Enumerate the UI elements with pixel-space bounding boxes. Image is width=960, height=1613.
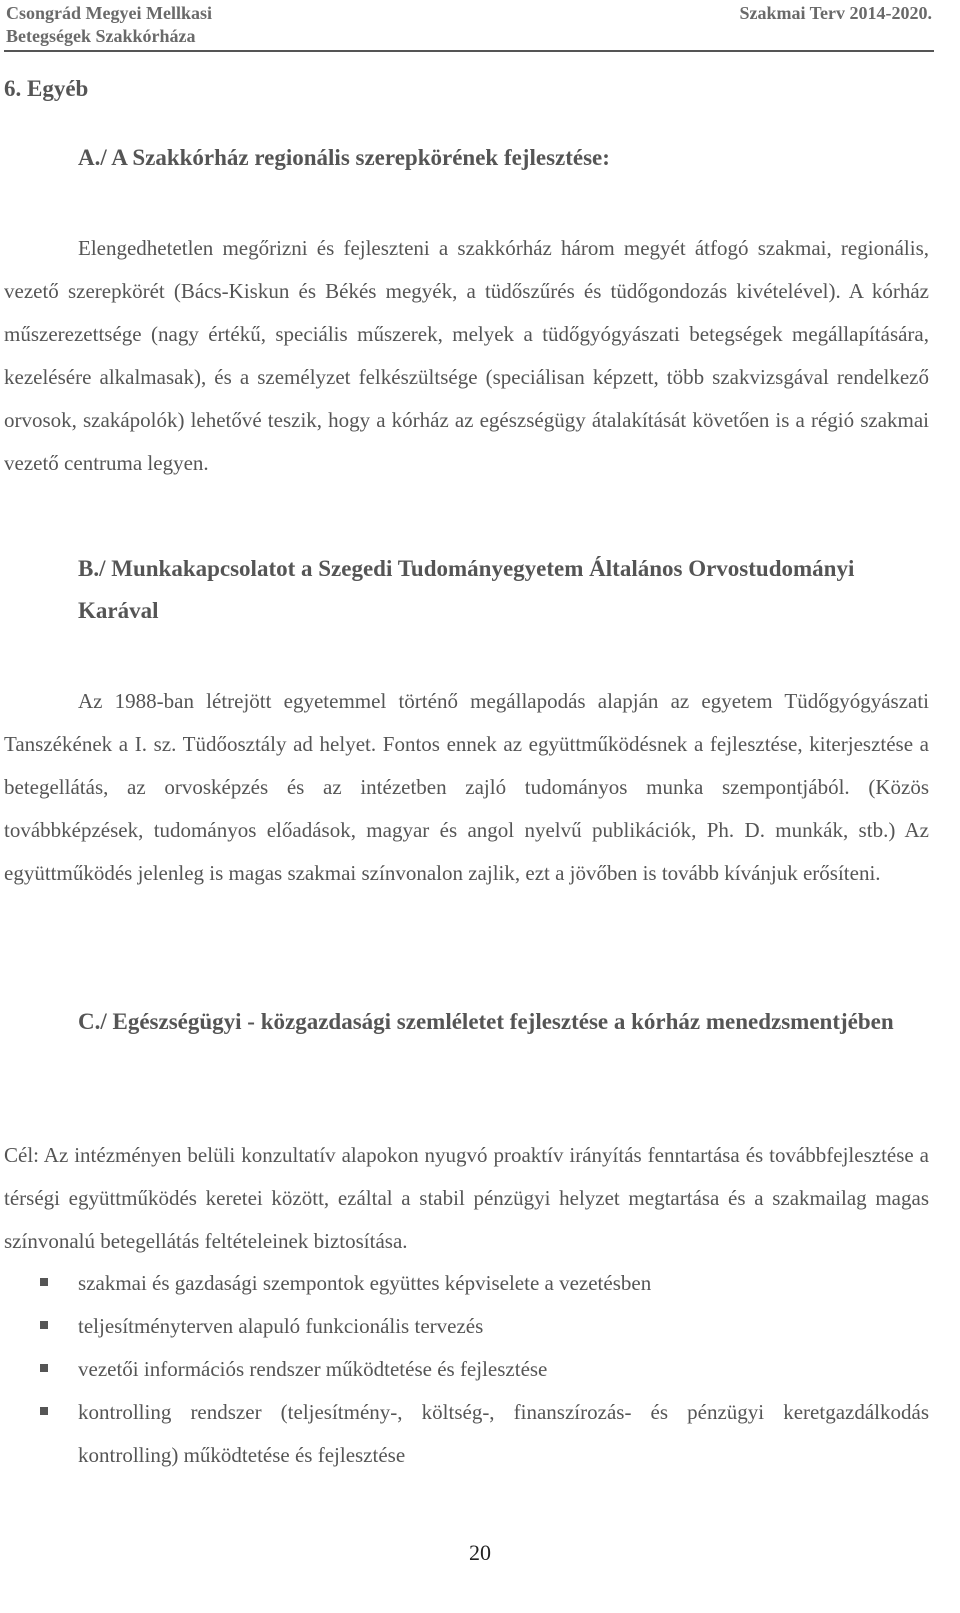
square-bullet-icon (40, 1321, 48, 1329)
list-item (4, 1348, 929, 1391)
section-title: 6. Egyéb (4, 76, 89, 101)
list-item (4, 1391, 929, 1477)
section-c-paragraph: Cél: Az intézményen belüli konzultatív alapokon nyugvó proaktív irányítás fenntartása és továbbfejlesztése a térségi együttműködés keretei között, ezáltal a stabil pénzügyi helyzet megtartása és a szakmailag magas színvonalú betegellátás feltételeinek biztosítása. (4, 1143, 929, 1253)
list-item-text: vezetői információs rendszer működtetése és fejlesztése (78, 1357, 548, 1381)
square-bullet-icon (40, 1407, 48, 1415)
header-institution (6, 2, 212, 48)
section-a-heading: A./ A Szakkórház regionális szerepkörének fejlesztése: (78, 145, 610, 170)
page-header (4, 0, 934, 52)
section-b-paragraph: Az 1988-ban létrejött egyetemmel történő megállapodás alapján az egyetem Tüdőgyógyászati Tanszékének a I. sz. Tüdőosztály ad helyet. Fontos ennek az együttműködésnek a fejlesztése, kiterjesztése a betegellátás, az orvosképzés és az intézetben zajló tudományos munka szempontjából. (Közös továbbképzések, tudományos előadások, magyar és angol nyelvű publikációk, Ph. D. munkák, stb.) Az együttműködés jelenleg is magas szakmai színvonalon zajlik, ezt a jövőben is tovább kívánjuk erősíteni. (4, 689, 929, 885)
list-item (4, 1305, 929, 1348)
list-item-text: szakmai és gazdasági szempontok együttes képviselete a vezetésben (78, 1271, 652, 1295)
square-bullet-icon (40, 1278, 48, 1286)
section-a-paragraph: Elengedhetetlen megőrizni és fejleszteni a szakkórház három megyét átfogó szakmai, regionális, vezető szerepkörét (Bács-Kiskun és Békés megyék, a tüdőszűrés és tüdőgondozás kivételével). A kórház műszerezettsége (nagy értékű, speciális műszerek, melyek a tüdőgyógyászati betegségek megállapítására, kezelésére alkalmasak), és a személyzet felkészültsége (speciálisan képzett, több szakvizsgával rendelkező orvosok, szakápolók) lehetővé teszik, hogy a kórház az egészségügy átalakítását követően is a régió szakmai vezető centruma legyen. (4, 236, 929, 475)
header-document-title: Szakmai Terv 2014-2020. (739, 3, 932, 23)
page-number: 20 (469, 1540, 491, 1565)
list-item (4, 1262, 929, 1305)
header-institution-line2: Betegségek Szakkórháza (6, 26, 196, 46)
square-bullet-icon (40, 1364, 48, 1372)
section-b-heading: B./ Munkakapcsolatot a Szegedi Tudományegyetem Általános Orvostudományi Karával (78, 556, 855, 623)
section-c-bullet-list (4, 1262, 929, 1477)
list-item-text: teljesítményterven alapuló funkcionális tervezés (78, 1314, 484, 1338)
header-institution-line1: Csongrád Megyei Mellkasi (6, 3, 212, 23)
section-c-heading: C./ Egészségügyi - közgazdasági szemléletet fejlesztése a kórház menedzsmentjében (78, 1009, 894, 1034)
list-item-text: kontrolling rendszer (teljesítmény-, költség-, finanszírozás- és pénzügyi keretgazdálkodás kontrolling) működtetése és fejlesztése (78, 1400, 929, 1467)
